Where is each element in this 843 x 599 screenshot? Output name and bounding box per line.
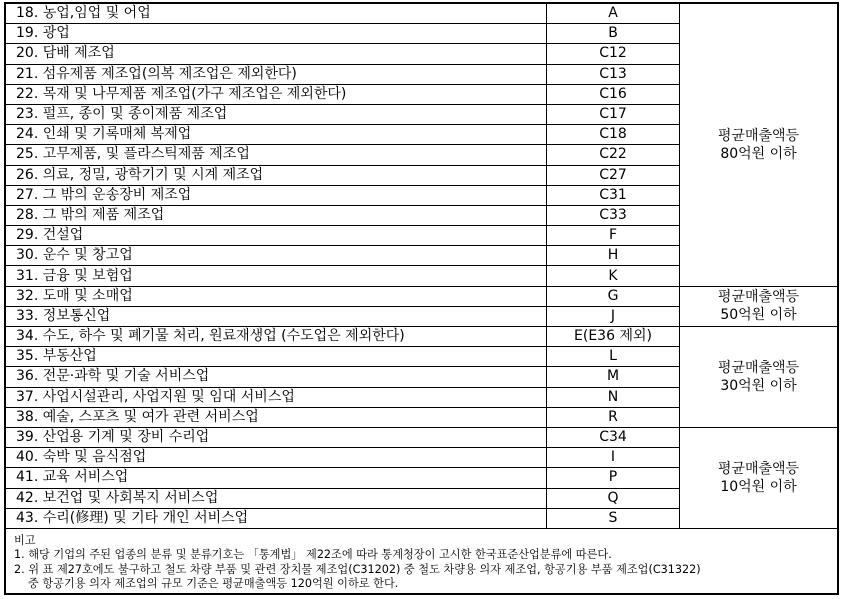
- industry-code: C12: [547, 44, 680, 64]
- remark-item-2-continuation: 중 항공기용 의자 제조업의 규모 기준은 평균매출액등 120억원 이하로 한다.: [28, 576, 399, 590]
- industry-code: C31: [547, 185, 680, 205]
- size-standard-label: 평균매출액등: [717, 359, 800, 376]
- industry-code: C27: [547, 165, 680, 185]
- industry-name: 19. 광업: [6, 24, 547, 44]
- industry-code: P: [547, 468, 680, 488]
- industry-name: 21. 섬유제품 제조업(의복 제조업은 제외한다): [6, 64, 547, 84]
- size-standard-cell: [680, 327, 838, 428]
- industry-name: 34. 수도, 하수 및 폐기물 처리, 원료재생업 (수도업은 제외한다): [6, 327, 547, 347]
- industry-name: 37. 사업시설관리, 사업지원 및 임대 서비스업: [6, 387, 547, 407]
- industry-name: 25. 고무제품, 및 플라스틱제품 제조업: [6, 145, 547, 165]
- industry-size-table: [6, 4, 837, 529]
- size-standard-cell: [680, 286, 838, 326]
- size-standard-label: 평균매출액등: [717, 289, 800, 306]
- size-standard-label: 평균매출액등: [717, 460, 800, 477]
- industry-code: C34: [547, 427, 680, 447]
- table-row: [6, 4, 837, 24]
- size-standard-label: 평균매출액등: [717, 127, 800, 144]
- industry-name: 42. 보건업 및 사회복지 서비스업: [6, 488, 547, 508]
- industry-name: 32. 도매 및 소매업: [6, 286, 547, 306]
- industry-name: 30. 운수 및 창고업: [6, 246, 547, 266]
- size-standard-value: 30억원 이하: [720, 377, 797, 394]
- size-standard-value: 10억원 이하: [720, 478, 797, 495]
- industry-code: H: [547, 246, 680, 266]
- remarks-heading: 비고: [14, 534, 36, 547]
- industry-name: 26. 의료, 정밀, 광학기기 및 시계 제조업: [6, 165, 547, 185]
- industry-code: C16: [547, 84, 680, 104]
- industry-code: B: [547, 24, 680, 44]
- industry-name: 43. 수리(修理) 및 기타 개인 서비스업: [6, 508, 547, 528]
- criteria-table-frame: [4, 2, 839, 595]
- industry-name: 23. 펄프, 종이 및 종이제품 제조업: [6, 104, 547, 124]
- industry-code: C17: [547, 104, 680, 124]
- size-standard-value: 50억원 이하: [720, 307, 797, 324]
- industry-code: C18: [547, 125, 680, 145]
- industry-name: 22. 목재 및 나무제품 제조업(가구 제조업은 제외한다): [6, 84, 547, 104]
- industry-name: 35. 부동산업: [6, 347, 547, 367]
- industry-code: G: [547, 286, 680, 306]
- industry-code: J: [547, 306, 680, 326]
- size-standard-cell: [680, 4, 838, 286]
- industry-code: Q: [547, 488, 680, 508]
- table-row: [6, 427, 837, 447]
- table-row: [6, 327, 837, 347]
- industry-code: F: [547, 226, 680, 246]
- industry-code: K: [547, 266, 680, 286]
- remarks-section: [6, 534, 837, 591]
- industry-name: 38. 예술, 스포츠 및 여가 관련 서비스업: [6, 407, 547, 427]
- industry-code: R: [547, 407, 680, 427]
- industry-name: 24. 인쇄 및 기록매체 복제업: [6, 125, 547, 145]
- industry-code: M: [547, 367, 680, 387]
- industry-name: 36. 전문·과학 및 기술 서비스업: [6, 367, 547, 387]
- industry-code: C22: [547, 145, 680, 165]
- industry-name: 18. 농업,임업 및 어업: [6, 4, 547, 24]
- industry-name: 40. 숙박 및 음식점업: [6, 448, 547, 468]
- industry-code: C13: [547, 64, 680, 84]
- industry-code: S: [547, 508, 680, 528]
- industry-code: A: [547, 4, 680, 24]
- industry-name: 33. 정보통신업: [6, 306, 547, 326]
- industry-name: 31. 금융 및 보험업: [6, 266, 547, 286]
- table-row: [6, 286, 837, 306]
- industry-code: L: [547, 347, 680, 367]
- industry-code: I: [547, 448, 680, 468]
- industry-name: 39. 산업용 기계 및 장비 수리업: [6, 427, 547, 447]
- size-standard-cell: [680, 427, 838, 528]
- size-standard-value: 80억원 이하: [720, 145, 797, 162]
- industry-name: 29. 건설업: [6, 226, 547, 246]
- remark-item-2: 2. 위 표 제27호에도 불구하고 철도 차량 부품 및 관련 장치물 제조업(C31202) 중 철도 차량용 의자 제조업, 항공기용 부품 제조업(C31322): [14, 562, 701, 576]
- remark-item-1: 1. 해당 기업의 주된 업종의 분류 및 분류기호는 「통계법」 제22조에 따라 통계청장이 고시한 한국표준산업분류에 따른다.: [14, 548, 612, 562]
- industry-name: 27. 그 밖의 운송장비 제조업: [6, 185, 547, 205]
- industry-code: E(E36 제외): [547, 327, 680, 347]
- industry-name: 20. 담배 제조업: [6, 44, 547, 64]
- industry-name: 28. 그 밖의 제품 제조업: [6, 205, 547, 225]
- industry-code: N: [547, 387, 680, 407]
- industry-name: 41. 교육 서비스업: [6, 468, 547, 488]
- industry-code: C33: [547, 205, 680, 225]
